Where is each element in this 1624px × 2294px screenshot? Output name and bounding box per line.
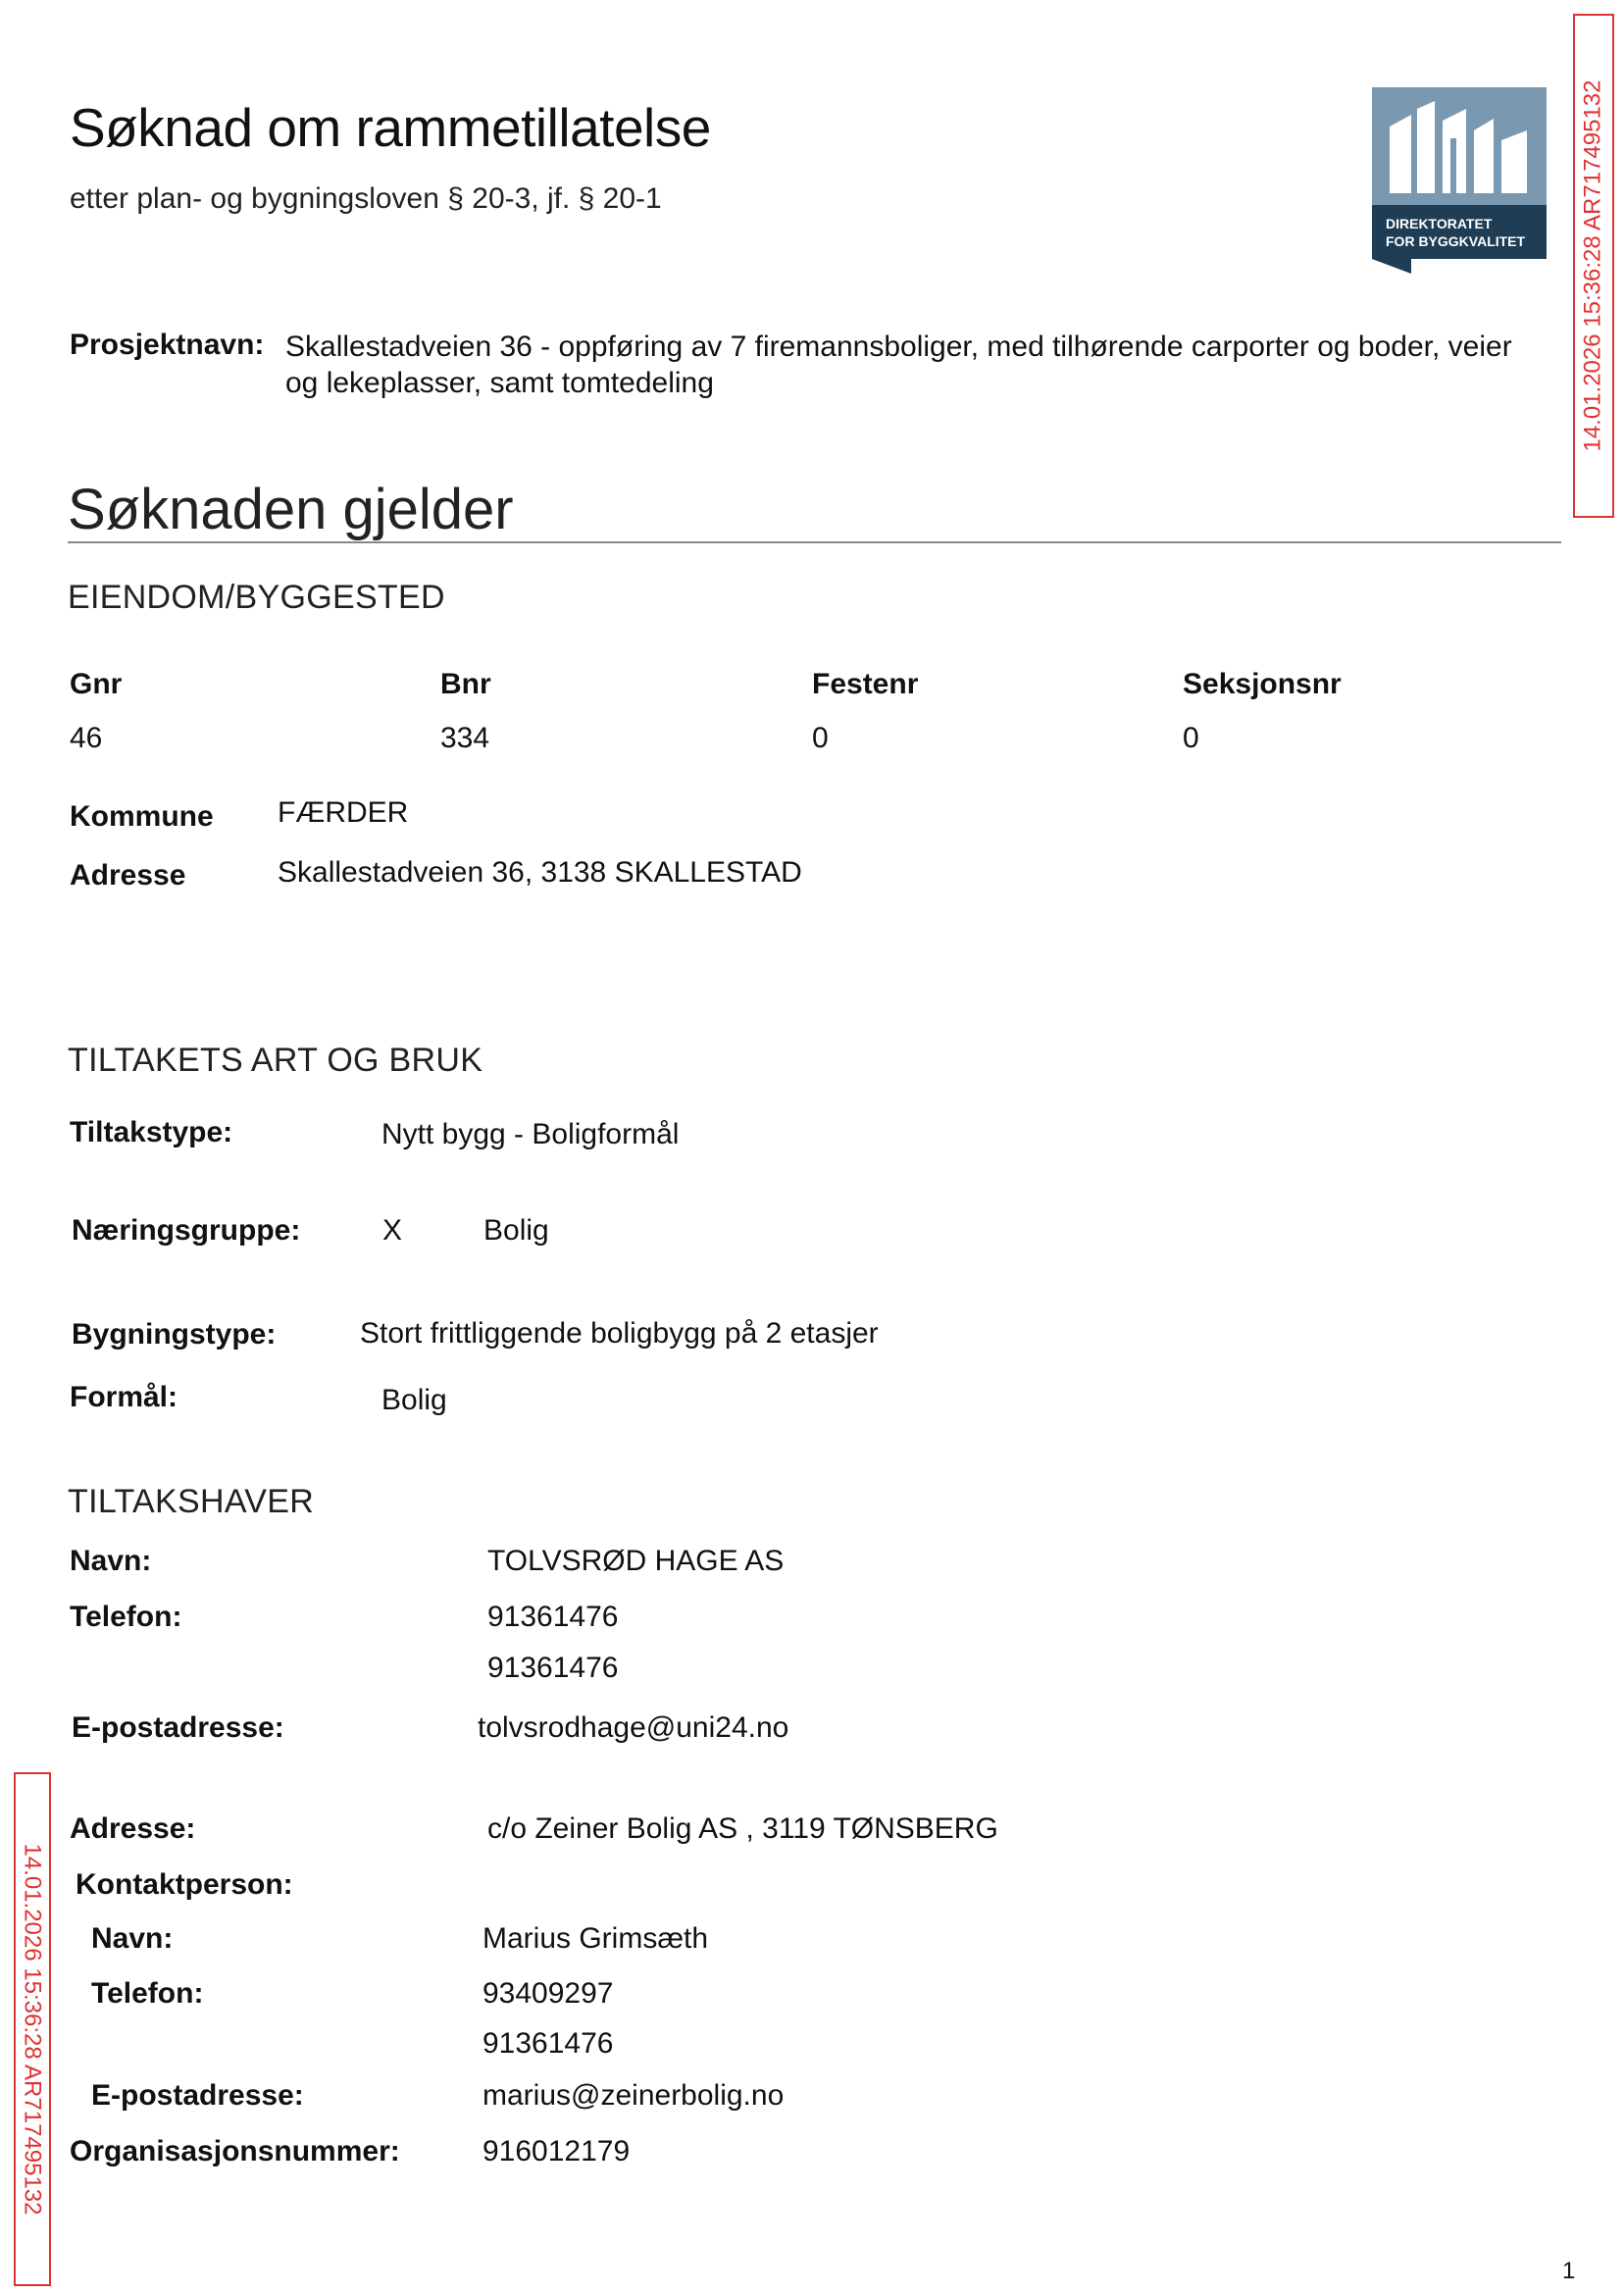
dibk-logo bbox=[1372, 87, 1547, 274]
festenr-label: Festenr bbox=[812, 668, 919, 700]
seksjonsnr-label: Seksjonsnr bbox=[1183, 668, 1342, 700]
kp-navn-value: Marius Grimsæth bbox=[482, 1922, 709, 1955]
timestamp-stamp-bottom bbox=[14, 1772, 51, 2286]
tiltakstype-value: Nytt bygg - Boligformål bbox=[381, 1118, 680, 1150]
kp-telefon-value-2: 91361476 bbox=[482, 2027, 614, 2060]
orgnr-label: Organisasjonsnummer: bbox=[70, 2135, 400, 2167]
formal-label: Formål: bbox=[70, 1381, 178, 1413]
measure-heading: TILTAKETS ART OG BRUK bbox=[68, 1042, 483, 1079]
section-heading: Søknaden gjelder bbox=[68, 478, 514, 541]
kp-epost-label: E-postadresse: bbox=[91, 2079, 304, 2112]
owner-telefon-value-1: 91361476 bbox=[487, 1601, 619, 1633]
kp-epost-value: marius@zeinerbolig.no bbox=[482, 2079, 785, 2112]
bygningstype-label: Bygningstype: bbox=[72, 1318, 277, 1351]
stamp-text: 14.01.2026 15:36:28 AR717495132 bbox=[20, 1843, 46, 2216]
owner-telefon-label: Telefon: bbox=[70, 1601, 182, 1633]
seksjonsnr-value: 0 bbox=[1183, 722, 1199, 754]
bnr-label: Bnr bbox=[440, 668, 491, 700]
bnr-value: 334 bbox=[440, 722, 490, 754]
kp-telefon-label: Telefon: bbox=[91, 1977, 204, 2010]
dibk-logo-graphic bbox=[1372, 87, 1547, 274]
owner-adresse-label: Adresse: bbox=[70, 1812, 196, 1845]
naeringsgruppe-code: X bbox=[382, 1214, 403, 1247]
kommune-label: Kommune bbox=[70, 800, 214, 833]
logo-text-line-1: DIREKTORATET bbox=[1386, 216, 1493, 231]
festenr-value: 0 bbox=[812, 722, 829, 754]
kommune-value: FÆRDER bbox=[278, 796, 409, 829]
section-divider bbox=[68, 541, 1561, 543]
page-subtitle: etter plan- og bygningsloven § 20-3, jf. § 20-1 bbox=[70, 182, 662, 215]
project-name-value: Skallestadveien 36 - oppføring av 7 firemannsboliger, med tilhørende carporter og boder, veier og lekeplasser, samt tomtedeling bbox=[285, 331, 1512, 399]
owner-navn-value: TOLVSRØD HAGE AS bbox=[487, 1545, 785, 1577]
tiltakstype-label: Tiltakstype: bbox=[70, 1116, 233, 1148]
owner-navn-label: Navn: bbox=[70, 1545, 152, 1577]
bygningstype-value: Stort frittliggende boligbygg på 2 etasjer bbox=[360, 1317, 879, 1350]
owner-epost-label: E-postadresse: bbox=[72, 1711, 284, 1744]
kp-telefon-value-1: 93409297 bbox=[482, 1977, 614, 2010]
adresse-value: Skallestadveien 36, 3138 SKALLESTAD bbox=[278, 856, 802, 889]
page-title: Søknad om rammetillatelse bbox=[70, 97, 711, 158]
owner-epost-value: tolvsrodhage@uni24.no bbox=[478, 1711, 789, 1744]
adresse-label: Adresse bbox=[70, 859, 186, 892]
kp-navn-label: Navn: bbox=[91, 1922, 174, 1955]
naeringsgruppe-value: Bolig bbox=[483, 1214, 549, 1247]
property-heading: EIENDOM/BYGGESTED bbox=[68, 579, 445, 616]
project-name-label: Prosjektnavn: bbox=[70, 329, 265, 361]
orgnr-value: 916012179 bbox=[482, 2135, 631, 2167]
naeringsgruppe-label: Næringsgruppe: bbox=[72, 1214, 301, 1247]
owner-adresse-value: c/o Zeiner Bolig AS , 3119 TØNSBERG bbox=[487, 1812, 998, 1845]
kontaktperson-label: Kontaktperson: bbox=[76, 1868, 293, 1901]
gnr-value: 46 bbox=[70, 722, 103, 754]
timestamp-stamp-top bbox=[1573, 14, 1614, 518]
gnr-label: Gnr bbox=[70, 668, 123, 700]
owner-telefon-value-2: 91361476 bbox=[487, 1652, 619, 1684]
owner-heading: TILTAKSHAVER bbox=[68, 1483, 315, 1520]
logo-text-line-2: FOR BYGGKVALITET bbox=[1386, 233, 1526, 249]
page-number: 1 bbox=[1562, 2258, 1576, 2284]
formal-value: Bolig bbox=[381, 1384, 447, 1416]
stamp-text: 14.01.2026 15:36:28 AR717495132 bbox=[1580, 79, 1606, 452]
